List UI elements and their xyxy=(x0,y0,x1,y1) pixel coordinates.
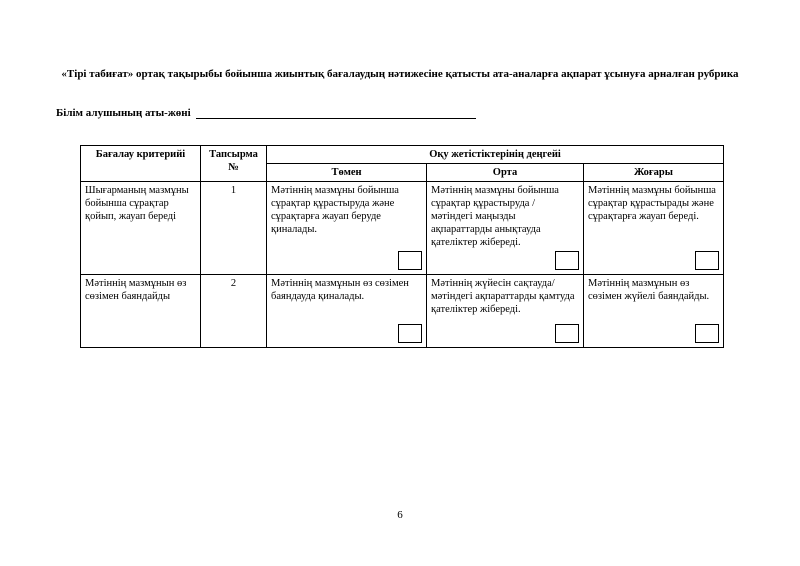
table-header-row xyxy=(81,146,724,164)
high-level-checkbox[interactable] xyxy=(695,251,719,270)
table-row xyxy=(81,182,724,275)
student-name-label: Білім алушының аты-жөні xyxy=(56,107,191,119)
high-level-cell xyxy=(584,275,724,348)
mid-level-checkbox[interactable] xyxy=(555,324,579,343)
low-level-cell xyxy=(267,275,427,348)
student-name-field[interactable] xyxy=(56,107,476,119)
header-mid: Орта xyxy=(427,164,584,182)
low-level-cell xyxy=(267,182,427,275)
student-name-line[interactable] xyxy=(196,107,476,119)
page-number: 6 xyxy=(397,509,403,521)
low-level-checkbox[interactable] xyxy=(398,324,422,343)
criterion-cell: Мәтіннің мазмұнын өз сөзімен баяндайды xyxy=(81,275,201,348)
table-row xyxy=(81,275,724,348)
low-level-checkbox[interactable] xyxy=(398,251,422,270)
high-level-text: Мәтіннің мазмұны бойынша сұрақтар құрастырады және сұрақтарға жауап береді. xyxy=(588,185,716,222)
header-high: Жоғары xyxy=(584,164,724,182)
high-level-cell xyxy=(584,182,724,275)
low-level-text: Мәтіннің мазмұнын өз сөзімен баяндауда қиналады. xyxy=(271,278,409,302)
rubric-table xyxy=(80,145,724,348)
mid-level-cell xyxy=(427,182,584,275)
mid-level-checkbox[interactable] xyxy=(555,251,579,270)
mid-level-text: Мәтіннің мазмұны бойынша сұрақтар құрастыруда / мәтіндегі маңызды ақпараттарды анықтауда қателіктер жібереді. xyxy=(431,185,559,248)
task-number-cell: 1 xyxy=(201,182,267,275)
document-title: «Тірі табиғат» ортақ тақырыбы бойынша жиынтық бағалаудың нәтижесіне қатысты ата-аналарға ақпарат ұсынуға арналған рубрика xyxy=(61,68,739,80)
high-level-checkbox[interactable] xyxy=(695,324,719,343)
header-task: Тапсырма № xyxy=(201,146,267,182)
header-criteria: Бағалау критерийі xyxy=(81,146,201,182)
high-level-text: Мәтіннің мазмұнын өз сөзімен жүйелі баяндайды. xyxy=(588,278,710,302)
criterion-cell: Шығарманың мазмұны бойынша сұрақтар қойып, жауап береді xyxy=(81,182,201,275)
header-low: Төмен xyxy=(267,164,427,182)
task-number-cell: 2 xyxy=(201,275,267,348)
mid-level-text: Мәтіннің жүйесін сақтауда/ мәтіндегі ақпараттарды қамтуда қателіктер жібереді. xyxy=(431,278,575,315)
header-levels-title: Оқу жетістіктерінің деңгейі xyxy=(267,146,724,164)
mid-level-cell xyxy=(427,275,584,348)
low-level-text: Мәтіннің мазмұны бойынша сұрақтар құрастыруда және сұрақтарға жауап беруде қиналады. xyxy=(271,185,399,235)
